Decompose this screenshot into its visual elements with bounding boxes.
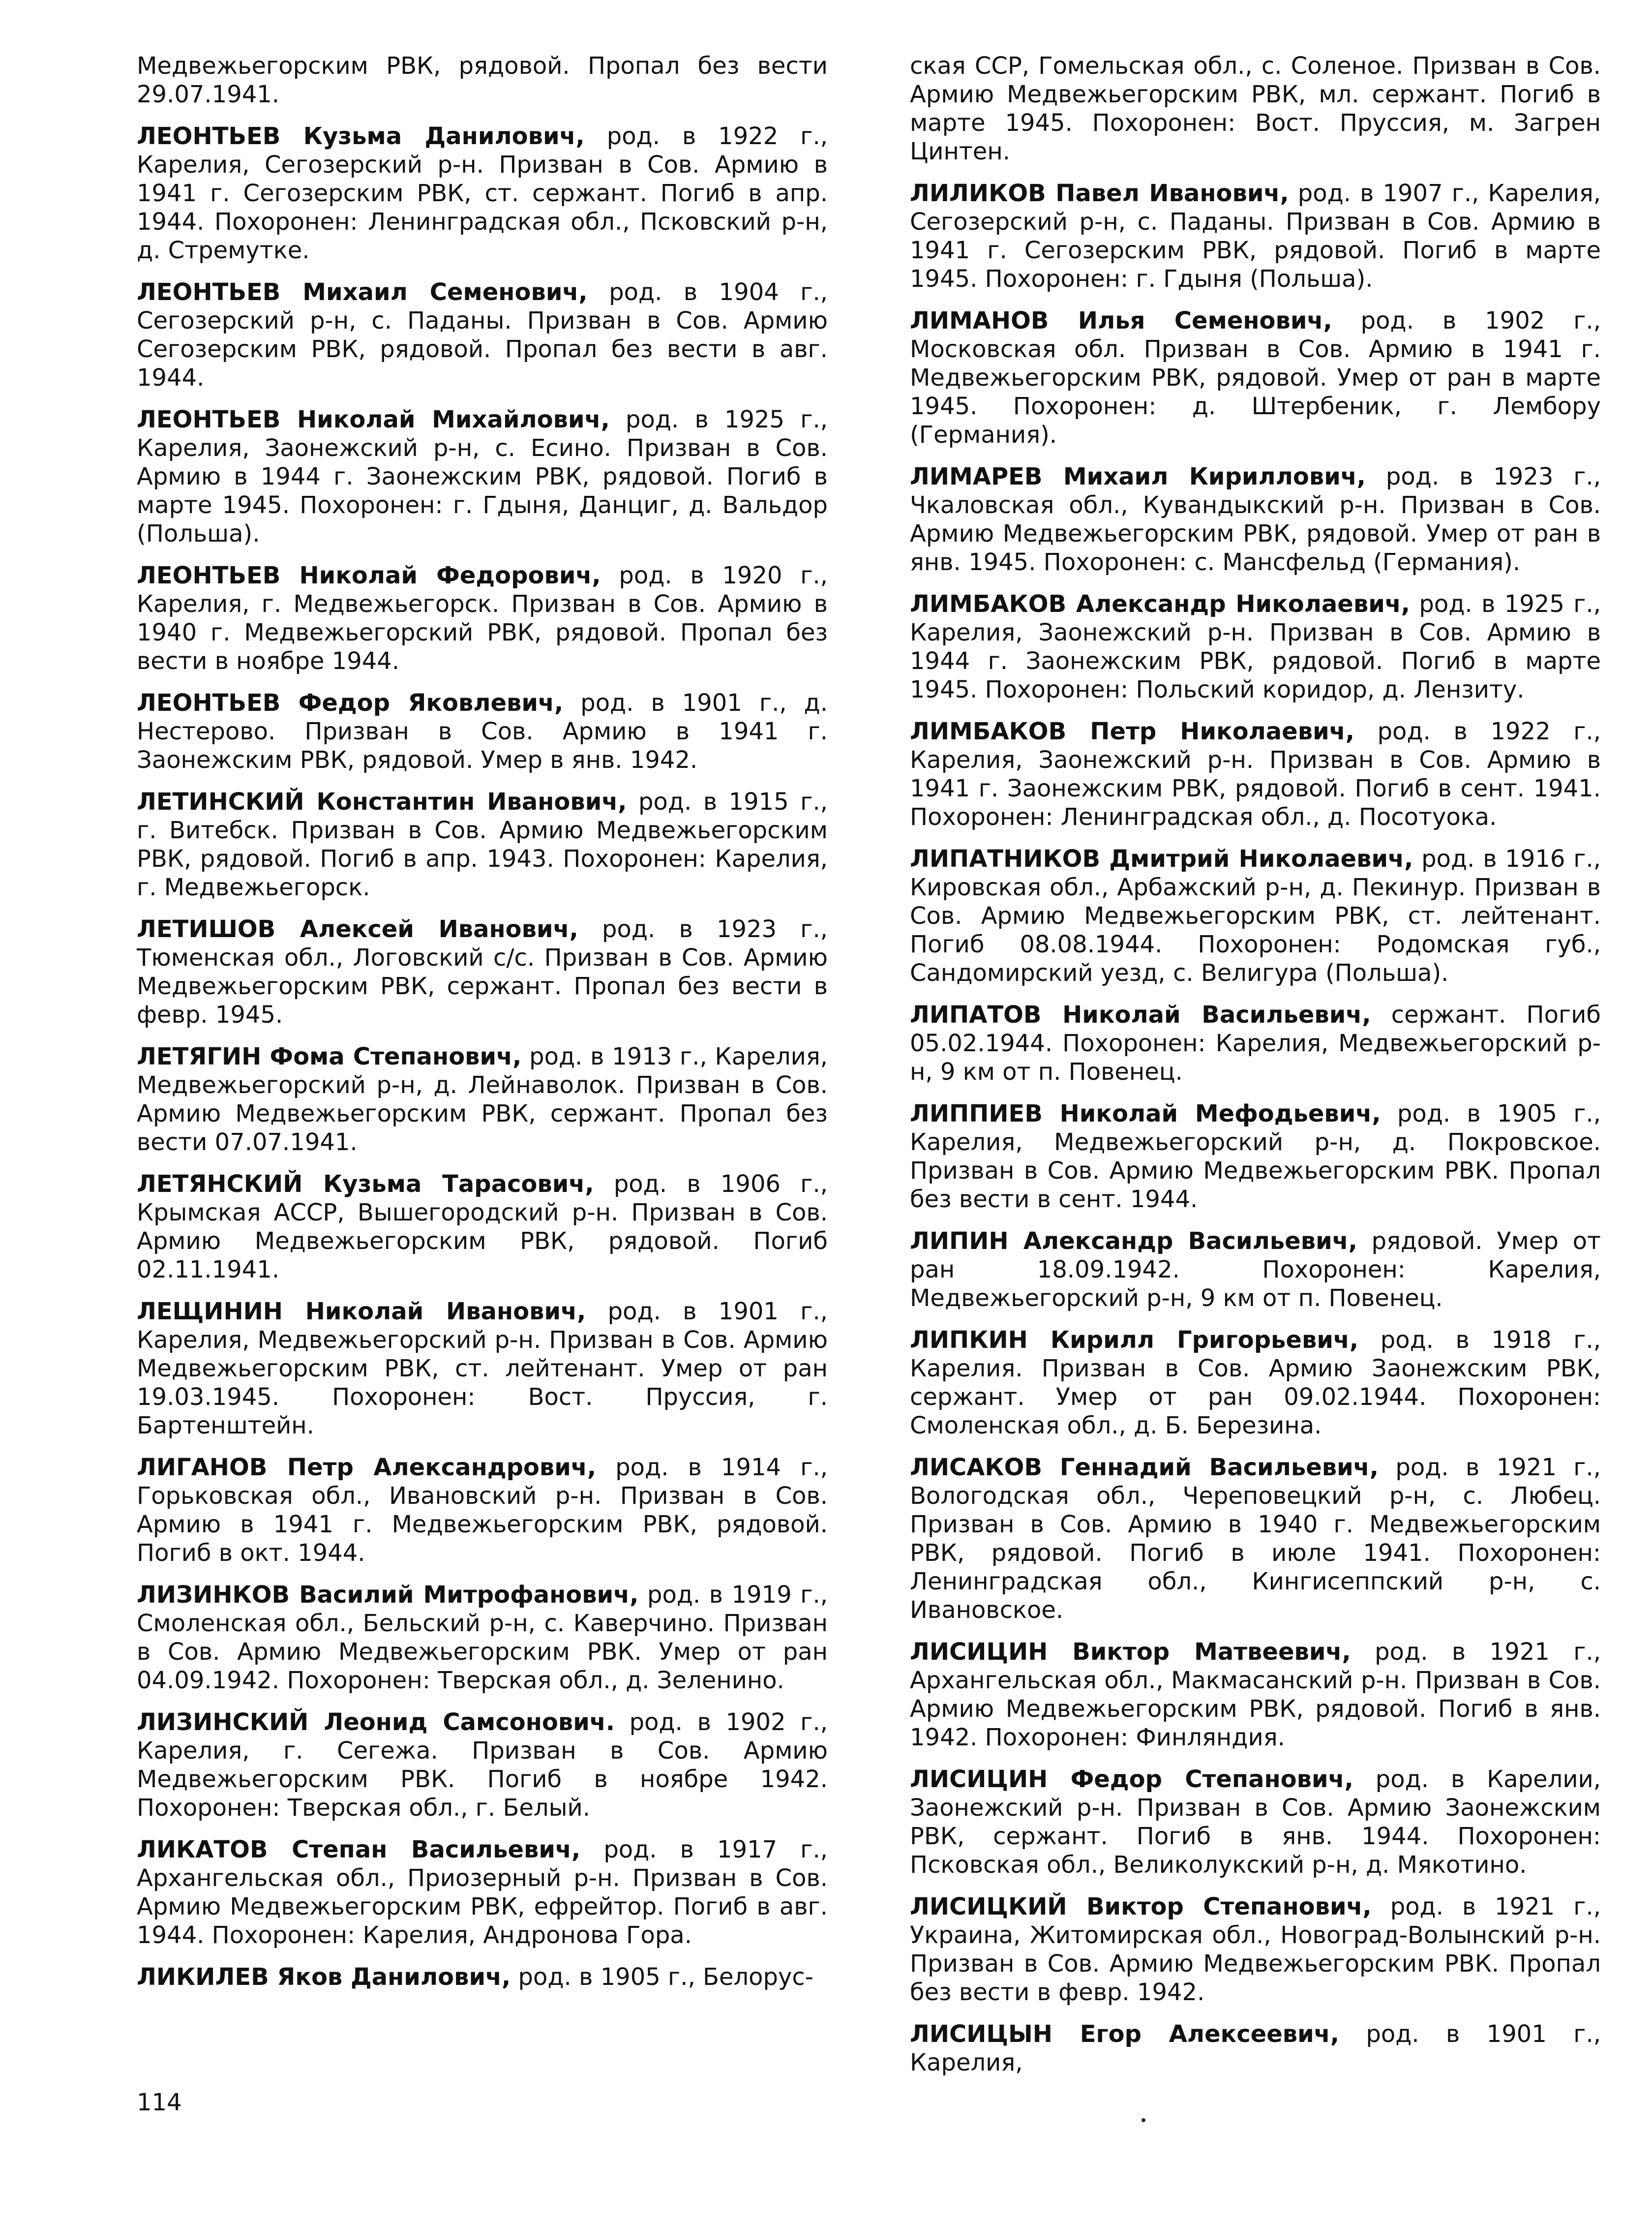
- left-column: [137, 52, 828, 2005]
- obituary-entry: [910, 2020, 1601, 2077]
- entry-name: ЛИСИЦЫН Егор Алексеевич,: [910, 2020, 1339, 2048]
- entry-text: род. в 1907 г., Карелия, Сегозерский р-н, с. Паданы. Призван в Сов. Армию в 1941 г. Сегозерским РВК, рядовой. Погиб в марте 1945. Похоронен: г. Гдыня (Польша).: [910, 180, 1601, 293]
- entry-text: род. в 1920 г., Карелия, г. Медвежьегорск. Призван в Сов. Армию в 1940 г. Медвежьегорский РВК, рядовой. Пропал без вести в ноябре 1944.: [137, 562, 828, 675]
- obituary-entry: [910, 1099, 1601, 1214]
- entry-name: ЛЕОНТЬЕВ Николай Федорович,: [137, 562, 601, 589]
- obituary-entry: [910, 590, 1601, 704]
- entry-name: ЛЕОНТЬЕВ Михаил Семенович,: [137, 278, 588, 306]
- entry-text: род. в 1925 г., Карелия, Заонежский р-н, с. Есино. Призван в Сов. Армию в 1944 г. Заонежским РВК, рядовой. Погиб в марте 1945. Похоронен: г. Гдыня, Данциг, д. Вальдор (Польша).: [137, 406, 828, 548]
- entry-text: род. в 1901 г., Карелия,: [910, 2020, 1601, 2076]
- entry-text: род. в 1901 г., д. Нестерово. Призван в Сов. Армию в 1941 г. Заонежским РВК, рядовой. Умер в янв. 1942.: [137, 689, 828, 774]
- entry-text: род. в 1901 г., Карелия, Медвежьегорский р-н. Призван в Сов. Армию Медвежьегорским РВК, ст. лейтенант. Умер от ран 19.03.1945. Похоронен: Вост. Пруссия, г. Бартенштейн.: [137, 1298, 828, 1439]
- obituary-entry: [137, 1708, 828, 1822]
- entry-name: ЛИППИЕВ Николай Мефодьевич,: [910, 1100, 1381, 1127]
- obituary-entry: [137, 52, 828, 109]
- entry-name: ЛЕТИНСКИЙ Константин Иванович,: [137, 788, 627, 816]
- obituary-entry: [910, 306, 1601, 449]
- obituary-entry: [910, 1227, 1601, 1312]
- entry-name: ЛЕТЯГИН Фома Степанович,: [137, 1043, 522, 1070]
- entry-text: род. в 1902 г., Карелия, г. Сегежа. Призван в Сов. Армию Медвежьегорским РВК. Погиб в ноябре 1942. Похоронен: Тверская обл., г. Белый.: [137, 1708, 828, 1822]
- entry-text: род. в 1925 г., Карелия, Заонежский р-н. Призван в Сов. Армию в 1944 г. Заонежским РВК, рядовой. Погиб в марте 1945. Похоронен: Польский коридор, д. Лензиту.: [910, 590, 1601, 703]
- entry-text: род. в 1905 г., Карелия, Медвежьегорский р-н, д. Покровское. Призван в Сов. Армию Медвежьегорским РВК. Пропал без вести в сент. 1944.: [910, 1100, 1601, 1213]
- obituary-entry: [910, 1892, 1601, 2007]
- obituary-entry: [910, 1453, 1601, 1624]
- entry-name: ЛИПКИН Кирилл Григорьевич,: [910, 1326, 1359, 1354]
- entry-text: род. в 1922 г., Карелия, Заонежский р-н. Призван в Сов. Армию в 1941 г. Заонежским РВК, рядовой. Погиб в сент. 1941. Похоронен: Ленинградская обл., д. Посотуока.: [910, 718, 1601, 831]
- entry-text: род. в 1917 г., Архангельская обл., Приозерный р-н. Призван в Сов. Армию Медвежьегорским РВК, ефрейтор. Погиб в авг. 1944. Похоронен: Карелия, Андронова Гора.: [137, 1836, 828, 1949]
- entry-name: ЛИПАТОВ Николай Васильевич,: [910, 1001, 1371, 1029]
- obituary-entry: [137, 915, 828, 1029]
- obituary-entry: [137, 788, 828, 902]
- entry-text: род. в 1921 г., Архангельская обл., Макмасанский р-н. Призван в Сов. Армию Медвежьегорским РВК, рядовой. Погиб в янв. 1942. Похоронен: Финляндия.: [910, 1638, 1601, 1751]
- obituary-entry: [137, 1170, 828, 1284]
- entry-name: ЛИКИЛЕВ Яков Данилович,: [137, 1963, 511, 1991]
- entry-name: ЛЕОНТЬЕВ Кузьма Данилович,: [137, 122, 585, 150]
- obituary-entry: [910, 845, 1601, 987]
- print-speck: [1141, 2118, 1145, 2122]
- entry-text: род. в 1922 г., Карелия, Сегозерский р-н. Призван в Сов. Армию в 1941 г. Сегозерским РВК, ст. сержант. Погиб в апр. 1944. Похоронен: Ленинградская обл., Псковский р-н, д. Стремутке.: [137, 122, 828, 264]
- entry-name: ЛИСИЦКИЙ Виктор Степанович,: [910, 1893, 1372, 1920]
- entry-text: род. в 1914 г., Горьковская обл., Ивановский р-н. Призван в Сов. Армию в 1941 г. Медвежьегорским РВК, рядовой. Погиб в окт. 1944.: [137, 1454, 828, 1567]
- entry-name: ЛЕТЯНСКИЙ Кузьма Тарасович,: [137, 1170, 594, 1198]
- entry-name: ЛИЗИНСКИЙ Леонид Самсонович.: [137, 1708, 615, 1736]
- entry-text: рядовой. Умер от ран 18.09.1942. Похоронен: Карелия, Медвежьегорский р-н, 9 км от п. Повенец.: [910, 1227, 1601, 1312]
- obituary-entry: [137, 1297, 828, 1440]
- entry-text: род. в 1923 г., Чкаловская обл., Кувандыкский р-н. Призван в Сов. Армию Медвежьегорским РВК, рядовой. Умер от ран в янв. 1945. Похоронен: с. Мансфельд (Германия).: [910, 463, 1601, 576]
- entry-name: ЛЕОНТЬЕВ Николай Михайлович,: [137, 406, 610, 433]
- entry-text: род. в 1906 г., Крымская АССР, Вышегородский р-н. Призван в Сов. Армию Медвежьегорским РВК, рядовой. Погиб 02.11.1941.: [137, 1170, 828, 1283]
- obituary-entry: [137, 561, 828, 675]
- obituary-entry: [137, 1042, 828, 1157]
- entry-text: род. в 1923 г., Тюменская обл., Логовский с/с. Призван в Сов. Армию Медвежьегорским РВК, сержант. Пропал без вести в февр. 1945.: [137, 915, 828, 1029]
- entry-name: ЛИКАТОВ Степан Васильевич,: [137, 1836, 581, 1863]
- entry-name: ЛИЛИКОВ Павел Иванович,: [910, 180, 1289, 207]
- obituary-entry: [137, 689, 828, 774]
- right-column: [910, 52, 1601, 2090]
- obituary-entry: [910, 462, 1601, 577]
- obituary-entry: [137, 1581, 828, 1695]
- entry-text: сержант. Погиб 05.02.1944. Похоронен: Карелия, Медвежьегорский р-н, 9 км от п. Повенец.: [910, 1001, 1601, 1086]
- entry-name: ЛИПАТНИКОВ Дмитрий Николаевич,: [910, 845, 1413, 873]
- entry-text: род. в 1916 г., Кировская обл., Арбажский р-н, д. Пекинур. Призван в Сов. Армию Медвежьегорским РВК, ст. лейтенант. Погиб 08.08.1944. Похоронен: Родомская губ., Сандомирский уезд, с. Велигура (Польша).: [910, 845, 1601, 987]
- obituary-entry: [137, 278, 828, 392]
- obituary-entry: [137, 405, 828, 548]
- obituary-entry: [137, 122, 828, 265]
- entry-text: род. в 1921 г., Вологодская обл., Череповецкий р-н, с. Любец. Призван в Сов. Армию в 1940 г. Медвежьегорским РВК, рядовой. Погиб в июле 1941. Похоронен: Ленинградская обл., Кингисеппский р-н, с. Ивановское.: [910, 1454, 1601, 1624]
- obituary-entry: [137, 1453, 828, 1567]
- entry-name: ЛЕОНТЬЕВ Федор Яковлевич,: [137, 689, 564, 717]
- obituary-entry: [910, 1638, 1601, 1752]
- entry-name: ЛИСИЦИН Федор Степанович,: [910, 1766, 1353, 1793]
- obituary-entry: [910, 1765, 1601, 1879]
- entry-text: род. в 1921 г., Украина, Житомирская обл., Новоград-Волынский р-н. Призван в Сов. Армию Медвежьегорским РВК. Пропал без вести в февр. 1942.: [910, 1893, 1601, 2006]
- entry-name: ЛЕЩИНИН Николай Иванович,: [137, 1298, 586, 1325]
- entry-name: ЛИСАКОВ Геннадий Васильевич,: [910, 1454, 1379, 1481]
- entry-text: род. в 1904 г., Сегозерский р-н, с. Паданы. Призван в Сов. Армию Сегозерским РВК, рядовой. Пропал без вести в авг. 1944.: [137, 278, 828, 392]
- entry-name: ЛИСИЦИН Виктор Матвеевич,: [910, 1638, 1351, 1666]
- obituary-entry: [910, 1001, 1601, 1086]
- entry-name: ЛИЗИНКОВ Василий Митрофанович,: [137, 1581, 639, 1609]
- entry-text: род. в 1902 г., Московская обл. Призван в Сов. Армию в 1941 г. Медвежьегорским РВК, рядовой. Умер от ран в марте 1945. Похоронен: д. Штербеник, г. Лембору (Германия).: [910, 307, 1601, 449]
- entry-name: ЛИМБАКОВ Александр Николаевич,: [910, 590, 1411, 618]
- entry-text: род. в 1913 г., Карелия, Медвежьегорский р-н, д. Лейнаволок. Призван в Сов. Армию Медвежьегорским РВК, сержант. Пропал без вести 07.07.1941.: [137, 1043, 828, 1156]
- obituary-entry: [910, 179, 1601, 293]
- obituary-entry: [137, 1963, 828, 1991]
- entry-name: ЛИМБАКОВ Петр Николаевич,: [910, 718, 1354, 745]
- entry-text: Медвежьегорским РВК, рядовой. Пропал без вести 29.07.1941.: [137, 52, 828, 108]
- entry-text: род. в Карелии, Заонежский р-н. Призван в Сов. Армию Заонежским РВК, сержант. Погиб в янв. 1944. Похоронен: Псковская обл., Великолукский р-н, д. Мякотино.: [910, 1766, 1601, 1879]
- obituary-entry: [910, 52, 1601, 166]
- entry-text: род. в 1915 г., г. Витебск. Призван в Сов. Армию Медвежьегорским РВК, рядовой. Погиб в апр. 1943. Похоронен: Карелия, г. Медвежьегорск.: [137, 788, 828, 901]
- entry-text: род. в 1919 г., Смоленская обл., Бельский р-н, с. Каверчино. Призван в Сов. Армию Медвежьегорским РВК. Умер от ран 04.09.1942. Похоронен: Тверская обл., д. Зеленино.: [137, 1581, 828, 1694]
- entry-text: род. в 1905 г., Белорус-: [511, 1963, 814, 1991]
- entry-name: ЛЕТИШОВ Алексей Иванович,: [137, 915, 578, 943]
- entry-name: ЛИПИН Александр Васильевич,: [910, 1227, 1357, 1255]
- obituary-entry: [137, 1835, 828, 1949]
- page-number: 114: [137, 2089, 182, 2116]
- entry-name: ЛИМАРЕВ Михаил Кириллович,: [910, 463, 1366, 490]
- obituary-entry: [910, 717, 1601, 831]
- entry-name: ЛИГАНОВ Петр Александрович,: [137, 1454, 597, 1481]
- obituary-entry: [910, 1326, 1601, 1440]
- entry-text: ская ССР, Гомельская обл., с. Соленое. Призван в Сов. Армию Медвежьегорским РВК, мл. сержант. Погиб в марте 1945. Похоронен: Вост. Пруссия, м. Загрен Цинтен.: [910, 52, 1601, 165]
- entry-name: ЛИМАНОВ Илья Семенович,: [910, 307, 1332, 335]
- entry-text: род. в 1918 г., Карелия. Призван в Сов. Армию Заонежским РВК, сержант. Умер от ран 09.02.1944. Похоронен: Смоленская обл., д. Б. Березина.: [910, 1326, 1601, 1439]
